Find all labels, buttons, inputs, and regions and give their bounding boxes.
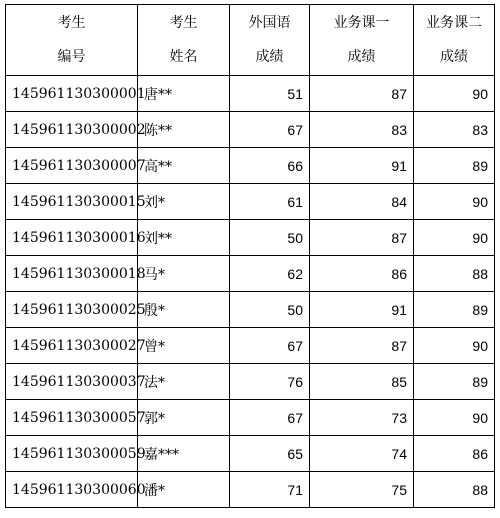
header-line: 成绩: [347, 49, 376, 65]
foreign-language-score-cell: 50: [230, 220, 310, 256]
candidate-name-cell: 唐**: [138, 76, 230, 112]
subject-one-score-cell: 91: [310, 292, 414, 328]
header-candidate-name: [138, 5, 230, 76]
candidate-id-cell: 145961130300015: [6, 184, 138, 220]
header-line: 编号: [57, 49, 86, 65]
candidate-id-cell: 145961130300057: [6, 400, 138, 436]
header-line: 姓名: [169, 49, 198, 65]
subject-one-score-cell: 87: [310, 220, 414, 256]
foreign-language-score-cell: 67: [230, 328, 310, 364]
subject-one-score-cell: 74: [310, 436, 414, 472]
table-row: [6, 364, 495, 400]
table-row: [6, 292, 495, 328]
candidate-name-cell: 陈**: [138, 112, 230, 148]
subject-two-score-cell: 90: [414, 184, 495, 220]
candidate-name-cell: 郭*: [138, 400, 230, 436]
candidate-id-cell: 145961130300027: [6, 328, 138, 364]
foreign-language-score-cell: 76: [230, 364, 310, 400]
subject-two-score-cell: 90: [414, 400, 495, 436]
candidate-id-cell: 145961130300007: [6, 148, 138, 184]
table-row: [6, 256, 495, 292]
foreign-language-score-cell: 67: [230, 112, 310, 148]
header-line: 考生: [57, 15, 86, 31]
header-subject-two: [414, 5, 495, 76]
subject-two-score-cell: 90: [414, 220, 495, 256]
table-row: [6, 184, 495, 220]
candidate-id-cell: 145961130300025: [6, 292, 138, 328]
table-row: [6, 148, 495, 184]
subject-two-score-cell: 86: [414, 436, 495, 472]
candidate-name-cell: 殷*: [138, 292, 230, 328]
candidate-id-cell: 145961130300060: [6, 472, 138, 508]
subject-one-score-cell: 86: [310, 256, 414, 292]
candidate-name-cell: 潘*: [138, 472, 230, 508]
candidate-id-cell: 145961130300059: [6, 436, 138, 472]
candidate-name-cell: 嘉***: [138, 436, 230, 472]
subject-one-score-cell: 87: [310, 76, 414, 112]
subject-one-score-cell: 73: [310, 400, 414, 436]
subject-one-score-cell: 75: [310, 472, 414, 508]
header-line: 成绩: [440, 49, 468, 65]
subject-two-score-cell: 88: [414, 256, 495, 292]
subject-one-score-cell: 85: [310, 364, 414, 400]
foreign-language-score-cell: 65: [230, 436, 310, 472]
header-line: 外国语: [248, 15, 291, 31]
header-subject-one: [310, 5, 414, 76]
header-line: 业务课一: [333, 15, 390, 31]
foreign-language-score-cell: 51: [230, 76, 310, 112]
subject-two-score-cell: 88: [414, 472, 495, 508]
header-row: [6, 5, 495, 76]
table-row: [6, 76, 495, 112]
table-row: [6, 472, 495, 508]
candidate-name-cell: 曾*: [138, 328, 230, 364]
subject-two-score-cell: 89: [414, 292, 495, 328]
header-foreign-language: [230, 5, 310, 76]
candidate-id-cell: 145961130300002: [6, 112, 138, 148]
table-row: [6, 328, 495, 364]
foreign-language-score-cell: 67: [230, 400, 310, 436]
header-line: 业务课二: [426, 15, 482, 31]
foreign-language-score-cell: 61: [230, 184, 310, 220]
subject-one-score-cell: 91: [310, 148, 414, 184]
foreign-language-score-cell: 50: [230, 292, 310, 328]
subject-one-score-cell: 83: [310, 112, 414, 148]
subject-two-score-cell: 90: [414, 328, 495, 364]
candidate-name-cell: 刘**: [138, 220, 230, 256]
header-candidate-id: [6, 5, 138, 76]
table-row: [6, 220, 495, 256]
foreign-language-score-cell: 62: [230, 256, 310, 292]
candidate-name-cell: 高**: [138, 148, 230, 184]
subject-one-score-cell: 84: [310, 184, 414, 220]
foreign-language-score-cell: 71: [230, 472, 310, 508]
table-row: [6, 112, 495, 148]
header-line: 考生: [169, 15, 198, 31]
table-row: [6, 436, 495, 472]
candidate-id-cell: 145961130300018: [6, 256, 138, 292]
candidate-name-cell: 刘*: [138, 184, 230, 220]
subject-two-score-cell: 89: [414, 148, 495, 184]
score-table: [5, 4, 495, 508]
subject-two-score-cell: 83: [414, 112, 495, 148]
header-line: 成绩: [255, 49, 284, 65]
candidate-id-cell: 145961130300037: [6, 364, 138, 400]
subject-one-score-cell: 87: [310, 328, 414, 364]
candidate-name-cell: 马*: [138, 256, 230, 292]
candidate-id-cell: 145961130300016: [6, 220, 138, 256]
subject-two-score-cell: 90: [414, 76, 495, 112]
candidate-name-cell: 法*: [138, 364, 230, 400]
table-row: [6, 400, 495, 436]
foreign-language-score-cell: 66: [230, 148, 310, 184]
candidate-id-cell: 145961130300001: [6, 76, 138, 112]
subject-two-score-cell: 89: [414, 364, 495, 400]
